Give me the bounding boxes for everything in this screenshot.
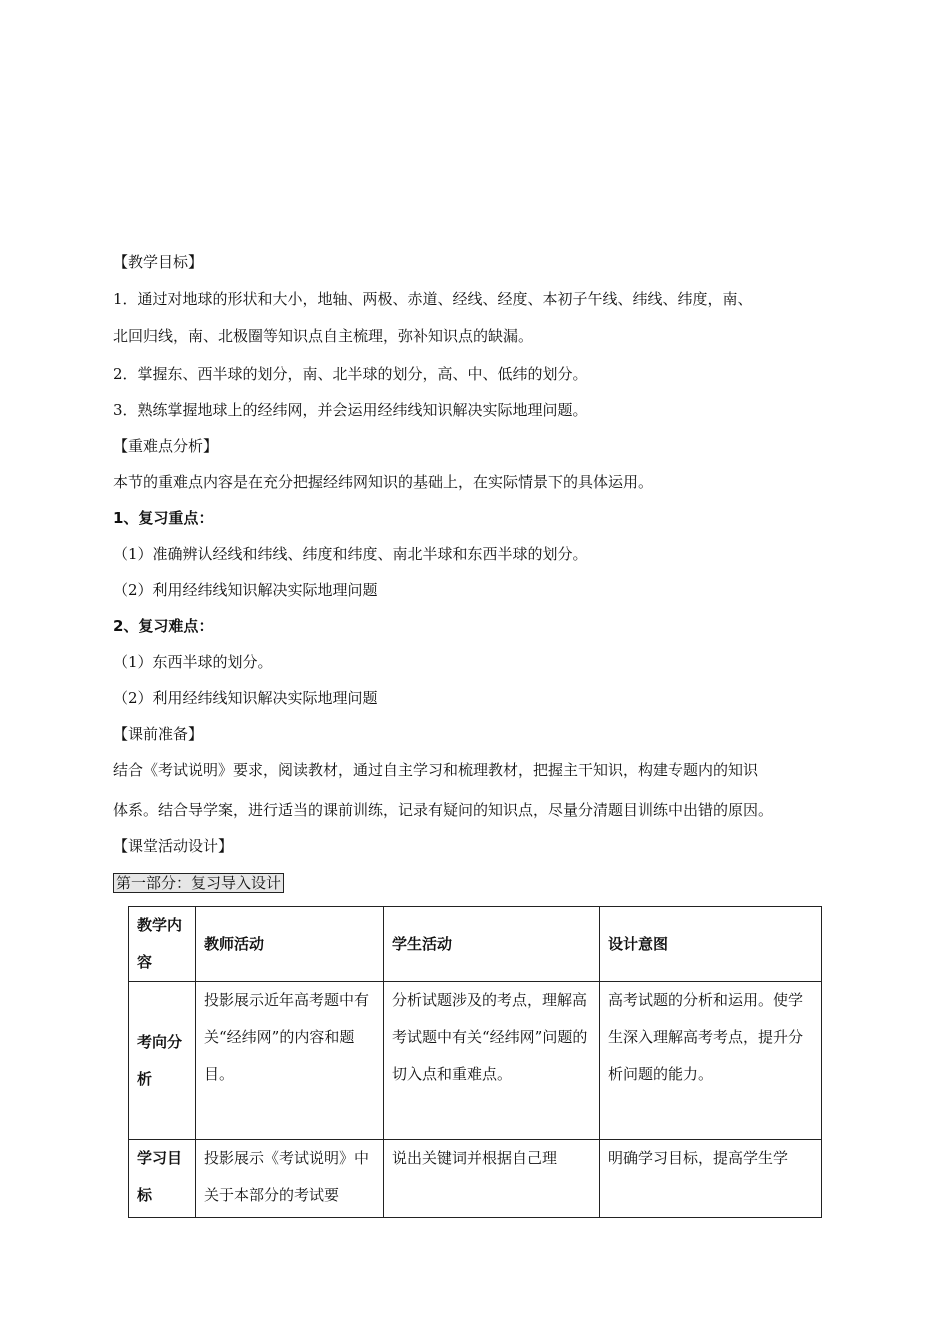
header-teacher: 教师活动 [196, 907, 384, 982]
objective-3: 3．熟练掌握地球上的经纬网，并会运用经纬线知识解决实际地理问题。 [113, 401, 588, 419]
row-teacher: 投影展示《考试说明》中关于本部分的考试要 [196, 1140, 384, 1218]
row-content: 学习目标 [129, 1140, 196, 1218]
activity-table [128, 906, 822, 1218]
row-intent: 明确学习目标，提高学生学 [600, 1140, 822, 1218]
heading-prep: 【课前准备】 [113, 725, 204, 743]
row-content: 考向分析 [129, 982, 196, 1140]
objective-1-line-2: 北回归线，南、北极圈等知识点自主梳理，弥补知识点的缺漏。 [113, 327, 534, 345]
heading-keypoints: 【重难点分析】 [113, 437, 219, 455]
focus-item-1: （1）准确辨认经线和纬线、纬度和纬度、南北半球和东西半球的划分。 [113, 545, 588, 563]
row-student: 分析试题涉及的考点，理解高考试题中有关“经纬网”问题的切入点和重难点。 [384, 982, 600, 1140]
difficulty-item-1: （1）东西半球的划分。 [113, 653, 273, 671]
heading-objectives: 【教学目标】 [113, 253, 204, 271]
heading-activity: 【课堂活动设计】 [113, 837, 234, 855]
header-student: 学生活动 [384, 907, 600, 982]
objective-2: 2．掌握东、西半球的划分，南、北半球的划分，高、中、低纬的划分。 [113, 365, 588, 383]
prep-line-2: 体系。结合导学案，进行适当的课前训练，记录有疑问的知识点，尽量分清题目训练中出错的原因。 [113, 801, 774, 819]
header-content: 教学内容 [129, 907, 196, 982]
objective-1-line-1: 1．通过对地球的形状和大小，地轴、两极、赤道、经线、经度、本初子午线、纬线、纬度，南、 [113, 290, 753, 308]
table-row [129, 982, 822, 1140]
part-one-wrapper [113, 873, 284, 893]
row-intent: 高考试题的分析和运用。使学生深入理解高考考点，提升分析问题的能力。 [600, 982, 822, 1140]
difficulty-title: 2、复习难点： [113, 617, 214, 635]
row-student: 说出关键词并根据自己理 [384, 1140, 600, 1218]
focus-title: 1、复习重点： [113, 509, 214, 527]
table-row [129, 1140, 822, 1218]
table-header-row [129, 907, 822, 982]
part-one-label: 第一部分：复习导入设计 [113, 873, 284, 893]
difficulty-item-2: （2）利用经纬线知识解决实际地理问题 [113, 689, 378, 707]
focus-item-2: （2）利用经纬线知识解决实际地理问题 [113, 581, 378, 599]
keypoints-intro: 本节的重难点内容是在充分把握经纬网知识的基础上，在实际情景下的具体运用。 [113, 473, 654, 491]
header-intent: 设计意图 [600, 907, 822, 982]
row-teacher: 投影展示近年高考题中有关“经纬网”的内容和题目。 [196, 982, 384, 1140]
prep-line-1: 结合《考试说明》要求，阅读教材，通过自主学习和梳理教材，把握主干知识，构建专题内的知识 [113, 761, 759, 779]
